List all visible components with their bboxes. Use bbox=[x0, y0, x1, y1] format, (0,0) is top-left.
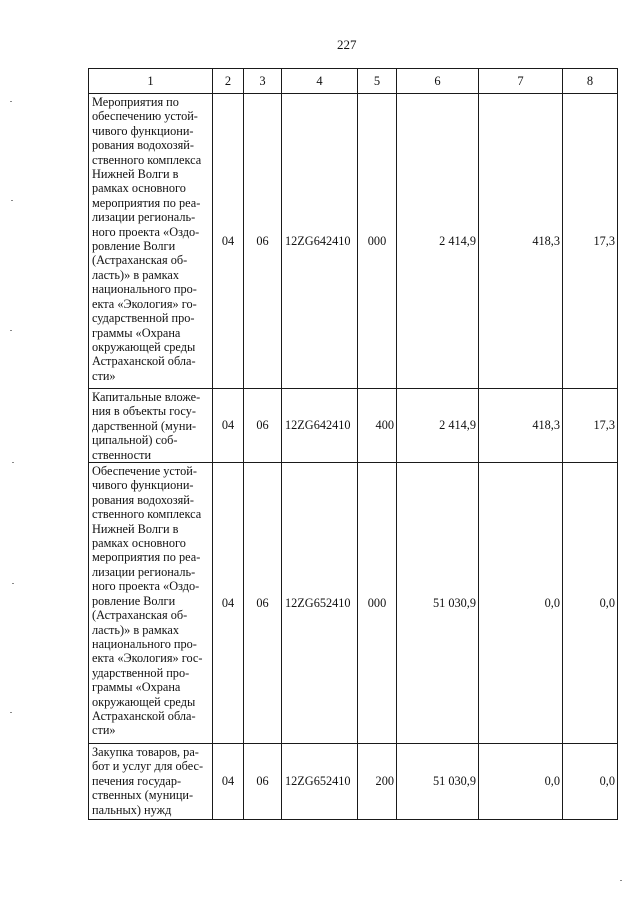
expense-type-cell: 200 bbox=[358, 744, 397, 820]
percent-cell: 0,0 bbox=[563, 744, 618, 820]
amount-cell: 2 414,9 bbox=[397, 389, 479, 463]
target-article-cell: 12ZG642410 bbox=[282, 389, 358, 463]
percent-cell: 17,3 bbox=[563, 389, 618, 463]
section-code-cell: 04 bbox=[213, 463, 244, 744]
amount-cell: 418,3 bbox=[479, 389, 563, 463]
amount-cell: 418,3 bbox=[479, 94, 563, 389]
amount-cell: 51 030,9 bbox=[397, 463, 479, 744]
item-name-cell: Капитальные вложе- ния в объекты госу- дарственной (муни- ципальной) соб- ственности bbox=[89, 389, 213, 463]
amount-cell: 0,0 bbox=[479, 744, 563, 820]
expense-type-cell: 000 bbox=[358, 463, 397, 744]
table-row bbox=[89, 463, 618, 744]
expense-type-cell: 000 bbox=[358, 94, 397, 389]
scan-speck bbox=[10, 712, 12, 713]
header-cell: 5 bbox=[358, 69, 397, 94]
table-row bbox=[89, 94, 618, 389]
header-cell: 8 bbox=[563, 69, 618, 94]
target-article-cell: 12ZG642410 bbox=[282, 94, 358, 389]
scan-speck bbox=[12, 583, 14, 584]
subsection-code-cell: 06 bbox=[244, 463, 282, 744]
section-code-cell: 04 bbox=[213, 744, 244, 820]
page-number: 227 bbox=[337, 37, 357, 52]
target-article-cell: 12ZG652410 bbox=[282, 463, 358, 744]
expense-type-cell: 400 bbox=[358, 389, 397, 463]
scan-speck bbox=[11, 200, 13, 201]
amount-cell: 51 030,9 bbox=[397, 744, 479, 820]
table-row bbox=[89, 744, 618, 820]
subsection-code-cell: 06 bbox=[244, 744, 282, 820]
section-code-cell: 04 bbox=[213, 389, 244, 463]
item-name-cell: Мероприятия по обеспечению устой- чивого функциони- рования водохозяй- ственного комплекса Нижней Волги в рамках основного мероприятия по реа- лизации региональ- ного проекта «Оздо- ровление Волги (Астраханская об- ласть)» в рамках национального про- екта «Экология» го- сударственной про- граммы «Охрана окружающей среды Астраханской обла- сти» bbox=[89, 94, 213, 389]
header-cell: 2 bbox=[213, 69, 244, 94]
header-cell: 6 bbox=[397, 69, 479, 94]
subsection-code-cell: 06 bbox=[244, 94, 282, 389]
scan-speck bbox=[10, 330, 12, 331]
section-code-cell: 04 bbox=[213, 94, 244, 389]
percent-cell: 17,3 bbox=[563, 94, 618, 389]
scan-speck bbox=[12, 462, 14, 463]
amount-cell: 0,0 bbox=[479, 463, 563, 744]
item-name-cell: Закупка товаров, ра- бот и услуг для обес- печения государ- ственных (муници- пальных) нужд bbox=[89, 744, 213, 820]
budget-table bbox=[88, 68, 618, 820]
table-header-row bbox=[89, 69, 618, 94]
header-cell: 7 bbox=[479, 69, 563, 94]
item-name-cell: Обеспечение устой- чивого функциони- рования водохозяй- ственного комплекса Нижней Волги в рамках основного мероприятия по реа- лизации региональ- ного проекта «Оздо- ровление Волги (Астраханская об- ласть)» в рамках национального про- екта «Экология» гос- ударственной про- граммы «Охрана окружающей среды Астраханской обла- сти» bbox=[89, 463, 213, 744]
table-row bbox=[89, 389, 618, 463]
amount-cell: 2 414,9 bbox=[397, 94, 479, 389]
subsection-code-cell: 06 bbox=[244, 389, 282, 463]
header-cell: 1 bbox=[89, 69, 213, 94]
header-cell: 4 bbox=[282, 69, 358, 94]
scan-speck bbox=[10, 101, 12, 102]
header-cell: 3 bbox=[244, 69, 282, 94]
percent-cell: 0,0 bbox=[563, 463, 618, 744]
target-article-cell: 12ZG652410 bbox=[282, 744, 358, 820]
scan-speck bbox=[620, 880, 622, 881]
